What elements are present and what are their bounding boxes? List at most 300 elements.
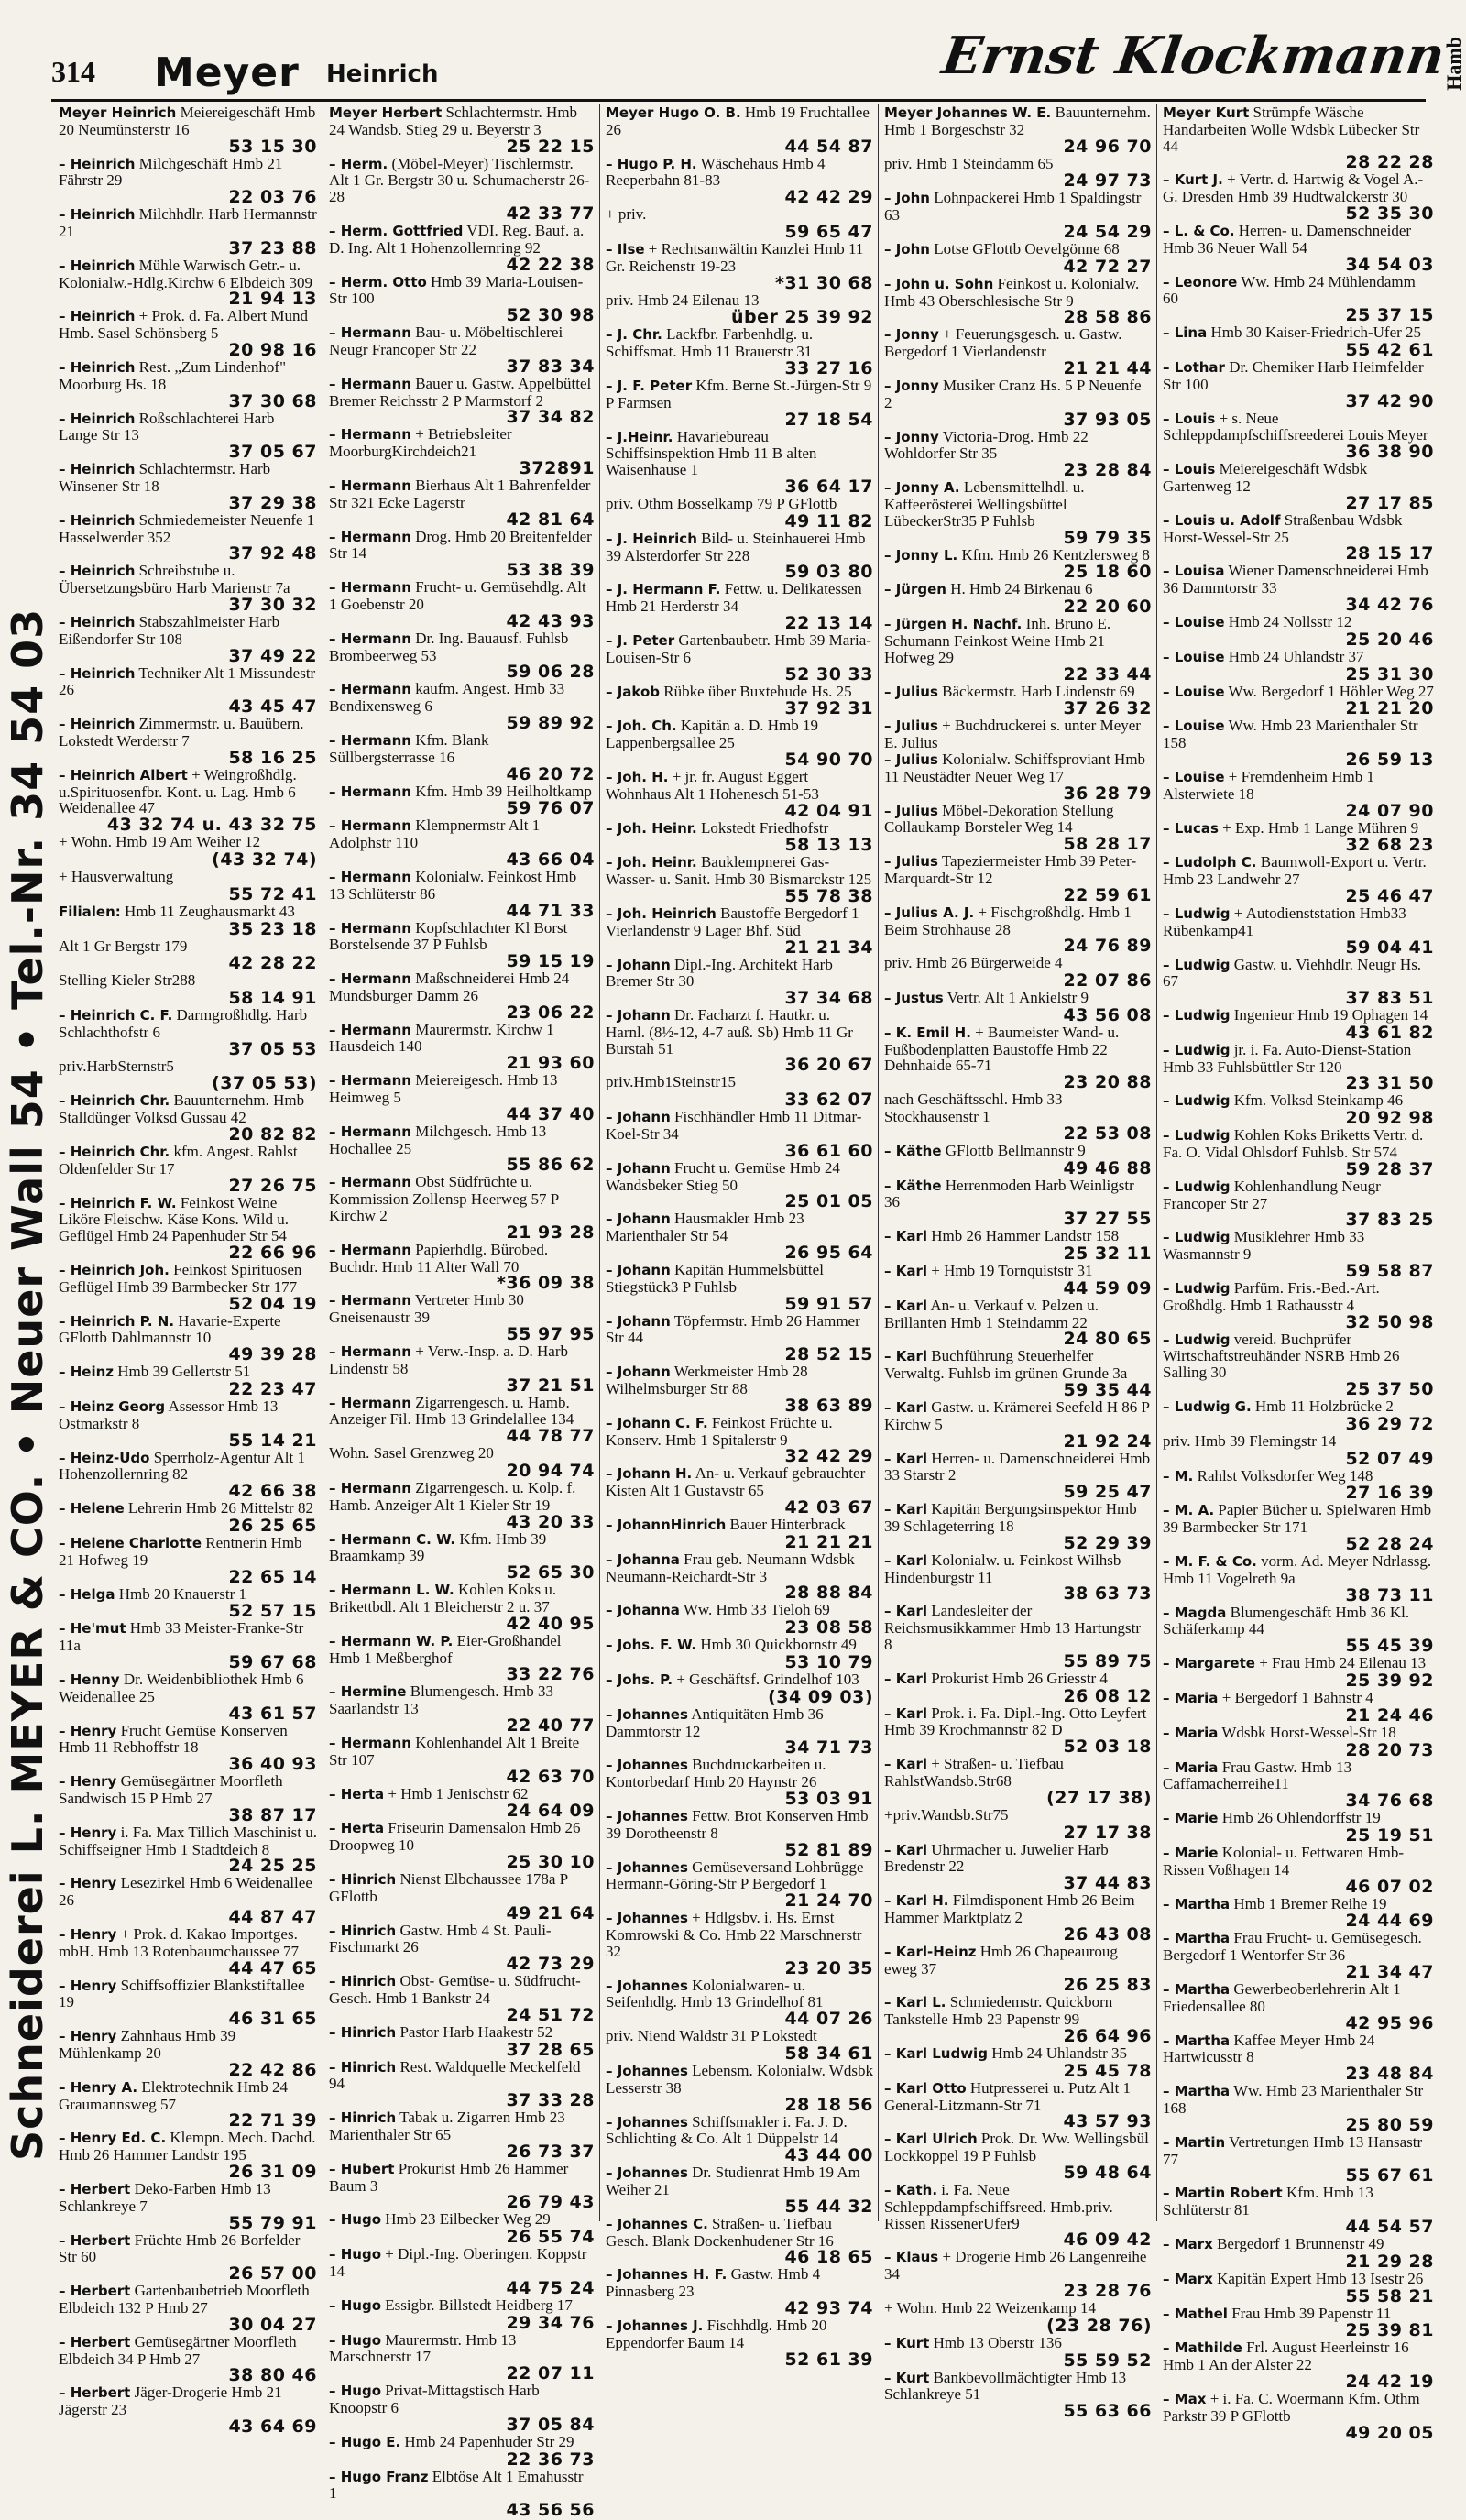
entry-name: – Heinrich xyxy=(59,410,136,427)
entry-name: – Lothar xyxy=(1163,358,1225,376)
entry-phone: 24 44 69 xyxy=(1345,1911,1434,1932)
entry-name: – Maria xyxy=(1163,1724,1219,1741)
entry-name: – J. Chr. xyxy=(606,326,662,344)
directory-entry xyxy=(884,1671,1152,1705)
entry-name: – Marie xyxy=(1163,1845,1219,1861)
directory-entry xyxy=(59,1723,317,1774)
entry-detail: Bierhaus Alt 1 Bahrenfelder Str 321 Ecke Lagerstr xyxy=(329,476,591,511)
entry-name: – Martha xyxy=(1163,1930,1231,1947)
entry-name: – John xyxy=(884,190,930,207)
entry-phone: 37 28 65 xyxy=(506,2039,595,2060)
directory-entry xyxy=(884,547,1152,582)
directory-entry xyxy=(606,241,873,292)
entry-phone: 25 39 92 xyxy=(1345,1671,1434,1692)
entry-detail: + Geschäftsf. Grindelhof 103 xyxy=(676,1671,859,1689)
entry-phone: 26 57 00 xyxy=(228,2263,317,2284)
directory-entry xyxy=(1163,171,1434,223)
entry-detail: Milchhdlr. Harb Hermannstr 21 xyxy=(59,205,317,240)
entry-phone: 22 23 47 xyxy=(228,1379,317,1400)
entry-name: – Johann H. xyxy=(606,1465,693,1483)
directory-entry xyxy=(329,529,595,580)
entry-name: – Louis xyxy=(1163,461,1216,478)
entry-phone: 23 31 50 xyxy=(1345,1073,1434,1094)
entry-phone: 59 35 44 xyxy=(1063,1380,1152,1401)
entry-phone: 58 13 13 xyxy=(784,835,873,856)
entry-phone: 22 71 39 xyxy=(228,2110,317,2131)
directory-entry xyxy=(329,156,595,223)
entry-phone: 24 97 73 xyxy=(1063,170,1152,192)
entry-phone: 44 47 65 xyxy=(228,1957,317,1978)
entry-name: – Karl-Heinz xyxy=(884,1943,977,1960)
entry-detail: Lotse GFlottb Oevelgönne 68 xyxy=(934,239,1120,257)
directory-column-1 xyxy=(53,104,321,2437)
entry-detail: priv. Hmb 1 Steindamm 65 xyxy=(884,154,1054,172)
entry-name: – Karl xyxy=(884,1501,928,1518)
entry-phone: 24 96 70 xyxy=(1063,136,1152,157)
entry-phone: 38 87 17 xyxy=(228,1804,317,1825)
entry-phone: 22 65 14 xyxy=(228,1566,317,1587)
directory-entry xyxy=(1163,274,1434,325)
entry-detail: Meiereigeschäft Hmb 20 Neumünsterstr 16 xyxy=(59,104,316,138)
entry-name: – Johann xyxy=(606,1159,671,1177)
entry-phone: 44 54 87 xyxy=(784,136,873,157)
entry-detail: Hmb 39 Maria-Louisen-Str 100 xyxy=(329,272,584,308)
entry-detail: Zahnhaus Hmb 39 Mühlenkamp 20 xyxy=(59,2027,236,2062)
entry-phone: 26 73 37 xyxy=(506,2141,595,2162)
entry-detail: An- u. Verkauf gebrauchter Kisten Alt 1 Gustavstr 65 xyxy=(606,1464,866,1500)
entry-phone: 52 57 15 xyxy=(228,1601,317,1622)
entry-phone: 25 19 51 xyxy=(1345,1825,1434,1846)
entry-detail: Kfm. Hmb 13 Schlüterstr 81 xyxy=(1163,2184,1373,2219)
entry-detail: Papier Bücher u. Spielwaren Hmb 39 Barmbecker Str 171 xyxy=(1163,1501,1432,1537)
entry-phone: 55 59 52 xyxy=(1063,2350,1152,2371)
entry-phone: 55 14 21 xyxy=(228,1430,317,1451)
entry-detail: Bauunternehm. Hmb Stalldünger Volksd Gussau 42 xyxy=(59,1091,305,1127)
entry-name: – Heinrich xyxy=(59,511,136,529)
entry-name: – Hermann xyxy=(329,817,411,835)
entry-detail: Maurermstr. Kirchw 1 Hausdeich 140 xyxy=(329,1020,554,1056)
directory-entry xyxy=(884,1756,1152,1807)
entry-detail: Hausmakler Hmb 23 Marienthaler Str 54 xyxy=(606,1210,804,1245)
entry-phone: 59 67 68 xyxy=(228,1652,317,1673)
entry-phone: 37 93 05 xyxy=(1063,409,1152,430)
entry-detail: Klempn. Mech. Dachd. Hmb 26 Hammer Landstr 195 xyxy=(59,2129,316,2164)
entry-phone: 34 71 73 xyxy=(784,1737,873,1759)
entry-detail: Prok. Dr. Ww. Wellingsbül Lockkoppel 19 P Fuhlsb xyxy=(884,2130,1149,2165)
entry-detail: Hmb 24 Nollsstr 12 xyxy=(1228,612,1352,630)
entry-phone: 43 56 08 xyxy=(1063,1004,1152,1025)
entry-detail: i. Fa. Max Tillich Maschinist u. Schiffseigner Hmb 1 Stadtdeich 8 xyxy=(59,1823,317,1858)
directory-entry xyxy=(606,1978,873,2029)
entry-detail: Hmb 23 Eilbecker Weg 29 xyxy=(385,2210,551,2229)
entry-phone: 52 03 18 xyxy=(1063,1737,1152,1758)
entry-name: – Julius xyxy=(884,751,938,768)
directory-entry xyxy=(1163,1896,1434,1931)
entry-name: – Ludwig xyxy=(1163,1229,1231,1246)
directory-entry xyxy=(1163,1655,1434,1690)
entry-detail: (Möbel-Meyer) Tischlermstr. Alt 1 Gr. Bergstr 30 u. Schumacherstr 26-28 xyxy=(329,154,590,206)
entry-phone: 43 56 56 xyxy=(506,2500,595,2520)
entry-name: – Johanna xyxy=(606,1602,680,1619)
entry-phone: 32 50 98 xyxy=(1345,1311,1434,1332)
entry-phone: 44 75 24 xyxy=(506,2277,595,2298)
directory-entry xyxy=(1163,1553,1434,1605)
directory-entry xyxy=(329,2161,595,2212)
entry-phone: 21 24 70 xyxy=(784,1890,873,1912)
entry-detail: Sperrholz-Agentur Alt 1 Hohenzollernring 82 xyxy=(59,1448,305,1484)
directory-entry xyxy=(1163,223,1434,274)
directory-entry xyxy=(329,681,595,732)
entry-detail: + Prok. d. Fa. Albert Mund Hmb. Sasel Schönsberg 5 xyxy=(59,307,308,343)
entry-name: – Herbert xyxy=(59,2231,131,2249)
entry-detail: Kfm. Hmb 39 Heilholtkamp xyxy=(415,782,592,800)
directory-entry xyxy=(329,1531,595,1583)
entry-detail: Wohn. Sasel Grenzweg 20 xyxy=(329,1444,494,1463)
entry-phone: 20 94 74 xyxy=(506,1461,595,1482)
entry-detail: Meiereigeschäft Wdsbk Gartenweg 12 xyxy=(1163,460,1368,495)
directory-entry xyxy=(329,1343,595,1395)
entry-phone: 52 81 89 xyxy=(784,1839,873,1860)
entry-phone: 22 33 44 xyxy=(1063,663,1152,685)
directory-entry xyxy=(1163,1605,1434,1656)
directory-entry xyxy=(59,972,317,1007)
entry-name: – Käthe xyxy=(884,1177,942,1194)
entry-detail: Stelling Kieler Str288 xyxy=(59,971,196,990)
entry-phone: 42 72 27 xyxy=(1063,256,1152,277)
directory-entry xyxy=(59,1092,317,1144)
entry-phone: 24 25 25 xyxy=(228,1856,317,1877)
entry-name: – Hermann xyxy=(329,324,411,342)
entry-phone: 21 21 44 xyxy=(1063,357,1152,378)
entry-name: – J. F. Peter xyxy=(606,377,693,394)
entry-phone: 36 29 72 xyxy=(1345,1413,1434,1434)
entry-phone: 26 43 08 xyxy=(1063,1923,1152,1945)
entry-name: – Herbert xyxy=(59,2180,131,2197)
directory-entry xyxy=(329,1292,595,1343)
directory-entry xyxy=(59,1824,317,1876)
entry-phone: 53 10 79 xyxy=(784,1652,873,1673)
entry-phone: 21 93 28 xyxy=(506,1222,595,1243)
entry-detail: Kohlenhandel Alt 1 Breite Str 107 xyxy=(329,1734,580,1769)
directory-entry xyxy=(59,2283,317,2334)
entry-name: – Heinrich xyxy=(59,308,136,325)
directory-entry xyxy=(329,104,595,156)
directory-entry xyxy=(606,1415,873,1466)
directory-column-2 xyxy=(323,104,598,2520)
entry-detail: + Hdlgsbv. i. Hs. Ernst Komrowski & Co. Hmb 22 Marschnerstr 32 xyxy=(606,1909,862,1960)
entry-name: – J.Heinr. xyxy=(606,428,673,445)
entry-phone: 35 23 18 xyxy=(228,918,317,939)
entry-name: – Louisa xyxy=(1163,563,1225,580)
entry-phone: 21 34 47 xyxy=(1345,1961,1434,1982)
directory-entry xyxy=(884,2335,1152,2370)
directory-entry xyxy=(606,820,873,855)
entry-phone: 20 82 82 xyxy=(228,1124,317,1145)
directory-entry xyxy=(59,308,317,359)
entry-phone: 24 54 29 xyxy=(1063,221,1152,242)
entry-detail: Hmb 1 Bremer Reihe 19 xyxy=(1233,1894,1387,1912)
directory-entry xyxy=(59,1398,317,1450)
entry-phone: 53 38 39 xyxy=(506,560,595,581)
entry-name: – Martha xyxy=(1163,2032,1231,2049)
entry-detail: Lokstedt Friedhofstr xyxy=(700,818,829,837)
directory-entry xyxy=(884,1501,1152,1552)
directory-entry xyxy=(606,156,873,207)
entry-detail: Möbel-Dekoration Stellung Collaukamp Borsteler Weg 14 xyxy=(884,801,1114,837)
entry-name: – Karl xyxy=(884,1551,928,1569)
directory-entry xyxy=(59,563,317,614)
entry-phone: 23 48 84 xyxy=(1345,2064,1434,2085)
entry-detail: Antiquitäten Hmb 36 Dammtorstr 12 xyxy=(606,1704,824,1740)
entry-phone: (27 17 38) xyxy=(1046,1787,1152,1808)
entry-name: – Hermann xyxy=(329,1480,411,1497)
directory-entry xyxy=(606,957,873,1008)
entry-name: – Johanna xyxy=(606,1550,680,1568)
entry-detail: + priv. xyxy=(606,205,647,224)
entry-name: – Herbert xyxy=(59,2283,131,2300)
entry-phone: 37 34 68 xyxy=(784,988,873,1009)
entry-detail: Musiker Cranz Hs. 5 P Neuenfe 2 xyxy=(884,376,1142,411)
entry-name: Meyer Johannes W. E. xyxy=(884,104,1052,121)
entry-phone: 59 03 80 xyxy=(784,562,873,583)
directory-entry xyxy=(329,2109,595,2161)
entry-name: – Herta xyxy=(329,1820,385,1837)
directory-entry xyxy=(606,905,873,957)
entry-name: – Hermann xyxy=(329,1241,411,1258)
entry-detail: Kfm. Hmb 26 Kentzlersweg 8 xyxy=(961,545,1150,564)
entry-phone: (23 28 76) xyxy=(1046,2315,1152,2336)
entry-name: – Heinrich Albert xyxy=(59,766,188,783)
entry-phone: 38 80 46 xyxy=(228,2365,317,2386)
entry-name: – Johannes xyxy=(606,1977,688,1994)
directory-entry xyxy=(606,854,873,905)
entry-detail: Hmb 26 Ohlendorffstr 19 xyxy=(1221,1809,1381,1827)
directory-entry xyxy=(884,581,1152,616)
entry-detail: priv. Hmb 24 Eilenau 13 xyxy=(606,290,760,309)
directory-entry xyxy=(884,429,1152,480)
directory-columns xyxy=(53,104,1439,2520)
entry-phone: 32 68 23 xyxy=(1345,835,1434,856)
page-surname-heading: Meyer xyxy=(154,49,300,96)
entry-detail: Maurermstr. Hmb 13 Marschnerstr 17 xyxy=(329,2330,517,2366)
entry-detail: Kohlenhandlung Neugr Francoper Str 27 xyxy=(1163,1177,1381,1212)
directory-entry xyxy=(59,2334,317,2385)
directory-entry xyxy=(884,616,1152,683)
directory-entry xyxy=(329,1445,595,1480)
entry-detail: Stabszahlmeister Harb Eißendorfer Str 108 xyxy=(59,612,280,648)
directory-entry xyxy=(59,411,317,462)
entry-name: – M. xyxy=(1163,1467,1194,1485)
entry-detail: Wäschehaus Hmb 4 Reeperbahn 81-83 xyxy=(606,154,826,190)
entry-detail: Fettw. u. Delikatessen Hmb 21 Herderstr 34 xyxy=(606,580,862,616)
directory-entry xyxy=(884,241,1152,276)
entry-detail: Hmb 11 Zeughausmarkt 43 xyxy=(125,902,295,920)
directory-entry xyxy=(606,2216,873,2267)
entry-detail: Prok. i. Fa. Dipl.-Ing. Otto Leyfert Hmb 39 Krochmannstr 82 D xyxy=(884,1704,1147,1739)
entry-phone: 42 93 74 xyxy=(784,2297,873,2318)
entry-name: – John u. Sohn xyxy=(884,275,994,292)
entry-name: Meyer Heinrich xyxy=(59,104,177,121)
entry-detail: Maßschneiderei Hmb 24 Mundsburger Damm 26 xyxy=(329,970,570,1004)
entry-phone: 33 22 76 xyxy=(506,1664,595,1685)
entry-phone: 55 86 62 xyxy=(506,1155,595,1176)
directory-entry xyxy=(884,955,1152,990)
entry-name: – Heinrich Chr. xyxy=(59,1092,170,1110)
directory-entry xyxy=(329,1174,595,1241)
directory-entry xyxy=(1163,1178,1434,1230)
entry-name: – Karl xyxy=(884,1704,928,1722)
entry-detail: Deko-Farben Hmb 13 Schlankreye 7 xyxy=(59,2179,271,2215)
entry-name: – Johann xyxy=(606,1109,671,1126)
entry-detail: Dr. Studienrat Hmb 19 Am Weiher 21 xyxy=(606,2164,860,2198)
entry-phone: 43 20 33 xyxy=(506,1511,595,1532)
directory-entry xyxy=(59,834,317,869)
entry-phone: 58 16 25 xyxy=(228,747,317,768)
directory-entry xyxy=(606,326,873,378)
entry-detail: + Hausverwaltung xyxy=(59,867,174,885)
entry-detail: Kfm. Volksd Steinkamp 46 xyxy=(1233,1091,1404,1110)
directory-entry xyxy=(1163,905,1434,957)
entry-name: – Hugo P. H. xyxy=(606,155,697,172)
entry-detail: Gemüsegärtner Moorfleth Sandwisch 15 P Hmb 27 xyxy=(59,1772,283,1807)
directory-entry xyxy=(329,920,595,971)
entry-phone: 21 21 20 xyxy=(1345,698,1434,719)
directory-entry xyxy=(329,783,595,818)
entry-detail: + Rechtsanwältin Kanzlei Hmb 11 Gr. Reichenstr 19-23 xyxy=(606,239,864,275)
directory-entry xyxy=(329,477,595,529)
entry-name: – Heinrich xyxy=(59,613,136,630)
directory-entry xyxy=(59,1195,317,1262)
entry-name: – Hugo xyxy=(329,2296,381,2314)
entry-phone: 22 20 60 xyxy=(1063,597,1152,618)
directory-entry xyxy=(59,2028,317,2079)
entry-name: – Johannes xyxy=(606,2164,688,2182)
entry-detail: Milchgeschäft Hmb 21 Fährstr 29 xyxy=(59,154,283,190)
entry-name: – Hermann xyxy=(329,681,411,698)
entry-phone: 33 27 16 xyxy=(784,357,873,378)
entry-name: – Joh. Ch. xyxy=(606,718,677,735)
entry-name: – Henry A. xyxy=(59,2078,138,2096)
directory-entry xyxy=(606,1262,873,1313)
directory-entry xyxy=(329,1786,595,1821)
entry-name: – Hermann xyxy=(329,630,411,647)
directory-entry xyxy=(59,156,317,207)
directory-entry xyxy=(1163,2339,1434,2391)
entry-phone: 36 20 67 xyxy=(784,1055,873,1076)
entry-phone: 43 45 47 xyxy=(228,696,317,718)
directory-entry xyxy=(606,1808,873,1859)
entry-detail: Vertretungen Hmb 13 Hansastr 77 xyxy=(1163,2132,1423,2168)
directory-entry xyxy=(1163,1690,1434,1725)
entry-detail: Rahlst Volksdorfer Weg 148 xyxy=(1197,1466,1373,1485)
entry-name: – Hermann xyxy=(329,1735,411,1751)
entry-name: – J. Hermann F. xyxy=(606,581,721,598)
entry-phone: 52 30 98 xyxy=(506,305,595,326)
entry-detail: Parfüm. Fris.-Bed.-Art. Großhdlg. Hmb 1 Rathausstr 4 xyxy=(1163,1279,1380,1314)
entry-name: – Karl xyxy=(884,1228,928,1245)
directory-entry xyxy=(606,2114,873,2165)
entry-detail: Kolonialw. Feinkost Hmb 13 Schlüterstr 86 xyxy=(329,867,577,903)
entry-phone: 24 64 09 xyxy=(506,1801,595,1822)
directory-entry xyxy=(1163,1398,1434,1433)
entry-name: – Johs. P. xyxy=(606,1671,673,1689)
entry-phone: 24 76 89 xyxy=(1063,936,1152,957)
entry-detail: Rest. Waldquelle Meckelfeld 94 xyxy=(329,2057,581,2093)
entry-name: – Helene xyxy=(59,1500,125,1517)
directory-entry xyxy=(329,817,595,869)
entry-phone: 23 28 76 xyxy=(1063,2280,1152,2301)
entry-detail: + Hmb 1 Jenischstr 62 xyxy=(388,1784,529,1802)
entry-detail: Dipl.-Ing. Architekt Harb Bremer Str 30 xyxy=(606,955,833,991)
advert-logo: Ernst Klockmann xyxy=(938,26,1449,86)
directory-entry xyxy=(606,2266,873,2317)
entry-detail: Ww. Hmb 23 Marienthaler Str 168 xyxy=(1163,2082,1424,2117)
entry-name: – Mathilde xyxy=(1163,2339,1242,2357)
entry-phone: 34 76 68 xyxy=(1345,1791,1434,1812)
entry-name: – Henry xyxy=(59,1824,117,1841)
entry-detail: Drog. Hmb 20 Breitenfelder Str 14 xyxy=(329,527,592,563)
directory-entry xyxy=(59,1535,317,1586)
directory-entry xyxy=(329,970,595,1022)
entry-detail: Landesleiter der Reichsmusikkammer Hmb 13 Hartungstr 8 xyxy=(884,1602,1141,1654)
entry-name: – Helga xyxy=(59,1585,115,1603)
directory-entry xyxy=(1163,563,1434,614)
entry-detail: priv. Hmb 39 Flemingstr 14 xyxy=(1163,1431,1337,1450)
entry-name: – Martin Robert xyxy=(1163,2185,1283,2202)
entry-name: – Hermann xyxy=(329,1021,411,1038)
directory-entry xyxy=(884,1994,1152,2045)
directory-entry xyxy=(59,1671,317,1723)
directory-entry xyxy=(59,2079,317,2131)
directory-entry xyxy=(606,1859,873,1911)
entry-name: – Heinrich xyxy=(59,716,136,733)
entry-phone: (43 32 74) xyxy=(212,849,317,870)
directory-entry xyxy=(329,324,595,376)
entry-name: – Louise xyxy=(1163,683,1225,700)
entry-phone: 54 90 70 xyxy=(784,749,873,770)
entry-phone: 36 61 60 xyxy=(784,1140,873,1161)
entry-name: – Ludwig G. xyxy=(1163,1398,1252,1416)
entry-detail: priv. Othm Bosselkamp 79 P GFlottb xyxy=(606,494,837,512)
entry-phone: 27 26 75 xyxy=(228,1175,317,1196)
entry-name: – Hinrich xyxy=(329,1922,397,1939)
entry-phone: 38 63 89 xyxy=(784,1395,873,1416)
entry-phone: 52 35 30 xyxy=(1345,203,1434,224)
entry-name: – Jonny xyxy=(884,428,939,445)
directory-entry xyxy=(1163,359,1434,411)
entry-name: – Klaus xyxy=(884,2249,939,2266)
entry-phone: 26 08 12 xyxy=(1063,1685,1152,1706)
directory-entry xyxy=(59,512,317,564)
entry-detail: + Wohn. Hmb 22 Weizenkamp 14 xyxy=(884,2298,1096,2317)
entry-phone: 42 40 95 xyxy=(506,1613,595,1634)
directory-entry xyxy=(1163,854,1434,905)
entry-phone: 22 07 11 xyxy=(506,2363,595,2384)
directory-entry xyxy=(606,1160,873,1211)
entry-name: – Marie xyxy=(1163,1810,1219,1827)
entry-detail: Ww. Hmb 23 Marienthaler Str 158 xyxy=(1163,717,1418,752)
entry-detail: Tapeziermeister Hmb 39 Peter-Marquardt-Str 12 xyxy=(884,852,1137,887)
entry-name: – Hermann W. P. xyxy=(329,1632,454,1649)
entry-detail: Blumengeschäft Hmb 36 Kl. Schäferkamp 44 xyxy=(1163,1603,1410,1638)
directory-entry xyxy=(884,378,1152,429)
entry-phone: 58 34 61 xyxy=(784,2043,873,2064)
directory-entry xyxy=(1163,512,1434,564)
entry-detail: Bauklempnerei Gas- Wasser- u. Sanit. Hmb 30 Bismarckstr 125 xyxy=(606,853,872,889)
directory-entry xyxy=(884,1348,1152,1399)
entry-name: – Heinrich xyxy=(59,257,136,274)
entry-name: – Käthe xyxy=(884,1142,942,1159)
